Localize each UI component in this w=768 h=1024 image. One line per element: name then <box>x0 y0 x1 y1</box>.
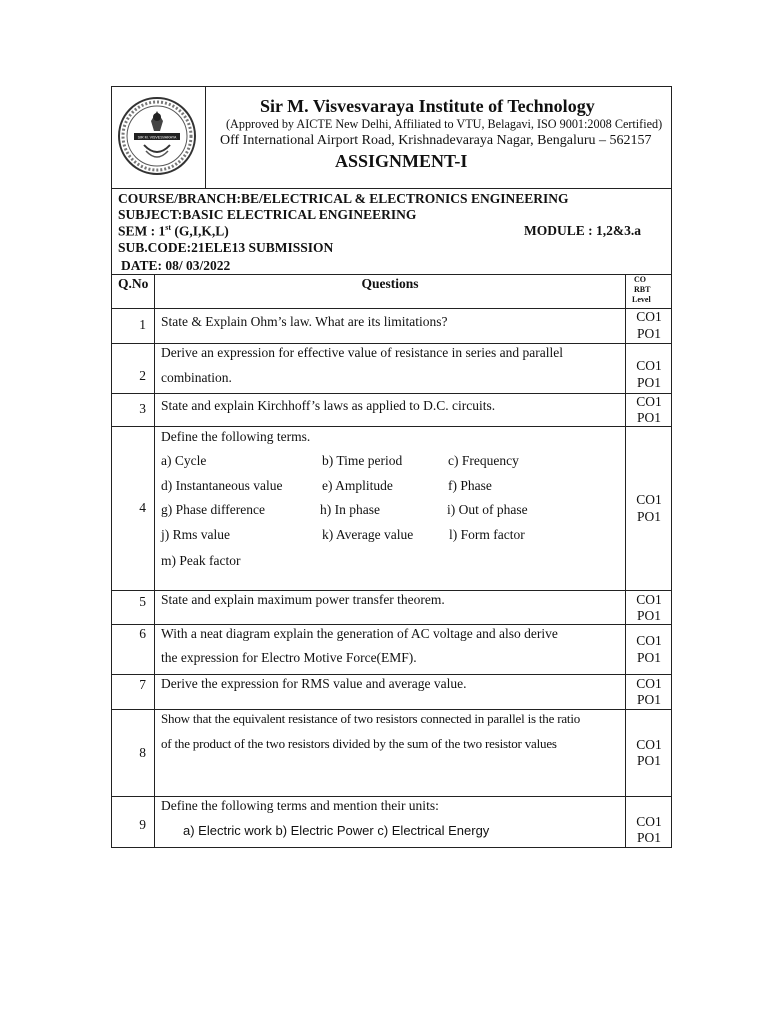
term-item: c) Frequency <box>448 453 519 468</box>
co-level: CO1 <box>636 676 662 691</box>
module: MODULE : 1,2&3.a <box>524 223 641 238</box>
header-bottom-rule <box>111 188 672 189</box>
co-level: CO1 <box>636 358 662 373</box>
co-level: CO1 <box>636 492 662 507</box>
row-rule <box>111 343 672 344</box>
svg-text:SIR M. VISVESVARAYA: SIR M. VISVESVARAYA <box>137 135 177 140</box>
row-rule <box>111 590 672 591</box>
po-level: PO1 <box>636 326 661 341</box>
semester-sup: st <box>165 223 172 232</box>
subject: SUBJECT:BASIC ELECTRICAL ENGINEERING <box>118 207 417 222</box>
question-number: 1 <box>139 317 146 332</box>
po-level: PO1 <box>636 692 661 707</box>
question-text: State and explain maximum power transfer theorem. <box>161 592 445 607</box>
question-text: combination. <box>161 370 232 385</box>
institute-logo <box>116 95 198 177</box>
question-number: 5 <box>139 594 146 609</box>
course-branch: COURSE/BRANCH:BE/ELECTRICAL & ELECTRONICS ENGINEERING <box>118 191 569 206</box>
term-item: g) Phase difference <box>161 502 265 517</box>
row-rule <box>111 709 672 710</box>
question-intro: Define the following terms. <box>161 429 311 444</box>
question-text: of the product of the two resistors divided by the sum of the two resistor values <box>161 736 557 751</box>
question-number: 8 <box>139 745 146 760</box>
term-item: k) Average value <box>322 527 414 542</box>
question-number: 3 <box>139 401 146 416</box>
qno-column-rule <box>154 274 155 848</box>
question-text: Derive an expression for effective value of resistance in series and parallel <box>161 345 563 360</box>
term-item: m) Peak factor <box>161 553 241 568</box>
po-level: PO1 <box>636 650 661 665</box>
header-row-rule <box>111 308 672 309</box>
question-text: the expression for Electro Motive Force(EMF). <box>161 650 417 665</box>
col-header-questions: Questions <box>361 276 419 291</box>
question-text: State and explain Kirchhoff’s laws as applied to D.C. circuits. <box>161 398 496 413</box>
table-top-rule <box>111 274 672 275</box>
institute-name: Sir M. Visvesvaraya Institute of Technology <box>260 96 595 116</box>
po-level: PO1 <box>636 753 661 768</box>
co-level: CO1 <box>636 633 662 648</box>
col-header-qno: Q.No <box>118 276 149 291</box>
question-text: State & Explain Ohm’s law. What are its limitations? <box>161 314 448 329</box>
question-number: 7 <box>139 677 146 692</box>
term-item: a) Cycle <box>161 453 207 468</box>
question-text: Show that the equivalent resistance of two resistors connected in parallel is the ratio <box>161 711 581 726</box>
co-level: CO1 <box>636 309 662 324</box>
po-level: PO1 <box>636 608 661 623</box>
question-text: a) Electric work b) Electric Power c) Electrical Energy <box>183 823 490 838</box>
term-item: l) Form factor <box>449 527 525 542</box>
po-level: PO1 <box>636 509 661 524</box>
co-level: CO1 <box>636 814 662 829</box>
term-item: j) Rms value <box>161 527 230 542</box>
logo-divider <box>205 86 206 188</box>
question-number: 2 <box>139 368 146 383</box>
question-text: With a neat diagram explain the generation of AC voltage and also derive <box>161 626 558 641</box>
col-header-rbt: RBT <box>634 285 651 294</box>
row-rule <box>111 426 672 427</box>
question-number: 4 <box>139 500 146 515</box>
po-level: PO1 <box>636 830 661 845</box>
subject-code: SUB.CODE:21ELE13 SUBMISSION <box>118 240 334 255</box>
assignment-title: ASSIGNMENT-I <box>335 151 468 171</box>
question-number: 9 <box>139 817 146 832</box>
po-level: PO1 <box>636 410 661 425</box>
term-item: d) Instantaneous value <box>161 478 283 493</box>
col-header-level: Level <box>632 295 651 304</box>
semester-suffix: (G,I,K,L) <box>171 223 229 239</box>
date: DATE: 08/ 03/2022 <box>121 258 231 273</box>
question-text: Derive the expression for RMS value and average value. <box>161 676 467 691</box>
row-rule <box>111 624 672 625</box>
semester-prefix: SEM : 1 <box>118 223 166 239</box>
term-item: h) In phase <box>320 502 380 517</box>
row-rule <box>111 393 672 394</box>
semester <box>118 223 229 240</box>
co-level: CO1 <box>636 737 662 752</box>
term-item: e) Amplitude <box>322 478 393 493</box>
co-level: CO1 <box>636 394 662 409</box>
term-item: b) Time period <box>322 453 403 468</box>
col-header-co: CO <box>634 275 646 284</box>
po-level: PO1 <box>636 375 661 390</box>
approval-line: (Approved by AICTE New Delhi, Affiliated to VTU, Belagavi, ISO 9001:2008 Certified) <box>226 117 663 131</box>
address-line: Off International Airport Road, Krishnadevaraya Nagar, Bengaluru – 562157 <box>220 133 652 148</box>
term-item: i) Out of phase <box>447 502 528 517</box>
row-rule <box>111 674 672 675</box>
row-rule <box>111 796 672 797</box>
co-level: CO1 <box>636 592 662 607</box>
term-item: f) Phase <box>448 478 492 493</box>
question-text: Define the following terms and mention their units: <box>161 798 439 813</box>
question-number: 6 <box>139 626 146 641</box>
